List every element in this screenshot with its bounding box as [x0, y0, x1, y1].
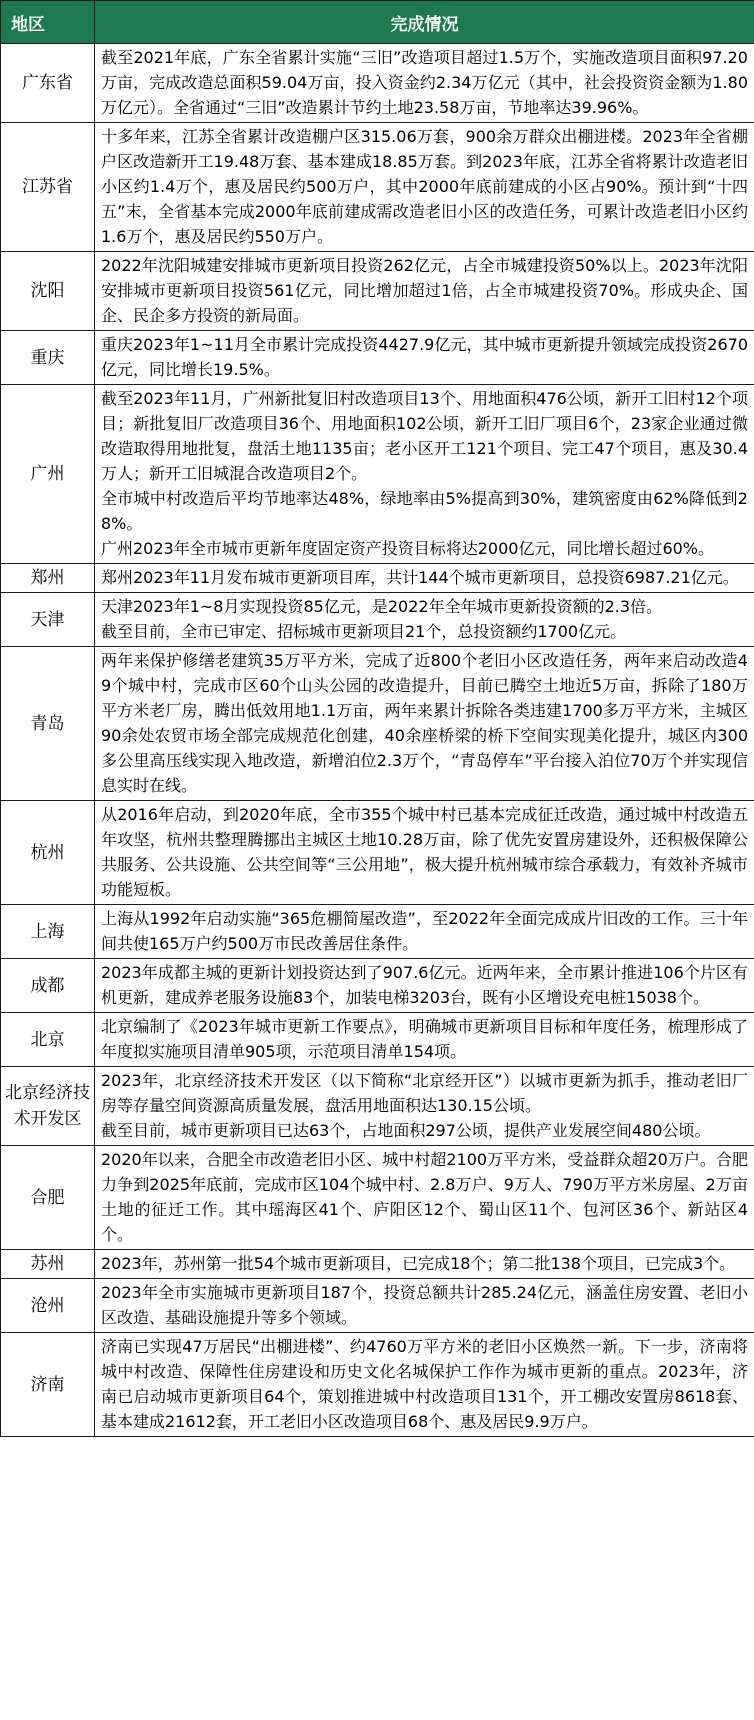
table-row — [1, 1333, 754, 1437]
status-paragraph: 截至2023年11月，广州新批复旧村改造项目13个、用地面积476公顷，新开工旧村12个项目；新批复旧厂改造项目36个、用地面积102公顷，新开工旧厂项目6个，23家企业通过微改造取得用地批复，盘活土地1135亩；老小区开工121个项目、完工47个项目，惠及30.4万人；新开工旧城混合改造项目2个。 — [101, 389, 748, 483]
status-paragraph: 郑州2023年11月发布城市更新项目库，共计144个城市更新项目，总投资6987.21亿元。 — [101, 568, 739, 587]
header-region: 地区 — [1, 1, 95, 44]
table-row — [1, 331, 754, 385]
table-row — [1, 801, 754, 905]
region-cell: 江苏省 — [1, 123, 95, 252]
status-cell — [95, 1067, 754, 1146]
region-cell: 合肥 — [1, 1146, 95, 1250]
status-paragraph: 从2016年启动，到2020年底，全市355个城中村已基本完成征迁改造，通过城中村改造五年攻坚，杭州共整理腾挪出主城区土地10.28万亩，除了优先安置房建设外，还积极保障公共服务、公共设施、公共空间等“三公用地”，极大提升杭州城市综合承载力，有效补齐城市功能短板。 — [101, 805, 748, 899]
status-cell — [95, 959, 754, 1013]
status-paragraph: 截至2021年底，广东全省累计实施“三旧”改造项目超过1.5万个，实施改造项目面积97.20万亩，完成改造总面积59.04万亩，投入资金约2.34万亿元（其中，社会投资资金额为1.80万亿元）。全省通过“三旧”改造累计节约土地23.58万亩，节地率达39.96%。 — [101, 48, 748, 117]
region-cell: 北京经济技术开发区 — [1, 1067, 95, 1146]
table-row — [1, 1067, 754, 1146]
table-row — [1, 1279, 754, 1333]
status-paragraph: 2023年，苏州第一批54个城市更新项目，已完成18个；第二批138个项目，已完成3个。 — [101, 1254, 736, 1273]
region-cell: 北京 — [1, 1013, 95, 1067]
status-paragraph: 广州2023年全市城市更新年度固定资产投资目标将达2000亿元，同比增长超过60%。 — [101, 539, 715, 558]
table-row — [1, 123, 754, 252]
region-cell: 杭州 — [1, 801, 95, 905]
status-paragraph: 济南已实现47万居民“出棚进楼”、约4760万平方米的老旧小区焕然一新。下一步，济南将城中村改造、保障性住房建设和历史文化名城保护工作作为城市更新的重点。2023年，济南已启动城市更新项目64个，策划推进城中村改造项目131个，开工棚改安置房8618套、基本建成21612套，开工老旧小区改造项目68个、惠及居民9.9万户。 — [101, 1337, 748, 1431]
status-cell — [95, 1013, 754, 1067]
table-row — [1, 1013, 754, 1067]
status-paragraph: 北京编制了《2023年城市更新工作要点》，明确城市更新项目目标和年度任务，梳理形成了年度拟实施项目清单905项，示范项目清单154项。 — [101, 1017, 748, 1061]
region-cell: 郑州 — [1, 564, 95, 593]
table-row — [1, 959, 754, 1013]
table-row — [1, 564, 754, 593]
status-paragraph: 全市城中村改造后平均节地率达48%，绿地率由5%提高到30%，建筑密度由62%降低到28%。 — [101, 489, 748, 533]
table-row — [1, 593, 754, 647]
status-cell — [95, 44, 754, 123]
header-status: 完成情况 — [95, 1, 754, 44]
table-row — [1, 44, 754, 123]
region-cell: 济南 — [1, 1333, 95, 1437]
region-cell: 广州 — [1, 385, 95, 564]
region-cell: 沧州 — [1, 1279, 95, 1333]
status-paragraph: 上海从1992年启动实施“365危棚简屋改造”，至2022年全面完成成片旧改的工作。三十年间共使165万户约500万市民改善居住条件。 — [101, 909, 748, 953]
status-cell — [95, 593, 754, 647]
region-cell: 天津 — [1, 593, 95, 647]
status-cell — [95, 385, 754, 564]
status-paragraph: 十多年来，江苏全省累计改造棚户区315.06万套，900余万群众出棚进楼。2023年全省棚户区改造新开工19.48万套、基本建成18.85万套。到2023年底，江苏全省将累计改造老旧小区约1.4万个，惠及居民约500万户，其中2000年底前建成的小区占90%。预计到“十四五”末，全省基本完成2000年底前建成需改造老旧小区的改造任务，可累计改造老旧小区约1.6万个，惠及居民约550万户。 — [101, 127, 748, 246]
region-cell: 重庆 — [1, 331, 95, 385]
status-cell — [95, 331, 754, 385]
status-paragraph: 两年来保护修缮老建筑35万平方米，完成了近800个老旧小区改造任务，两年来启动改造49个城中村，完成市区60个山头公园的改造提升，目前已腾空土地近5万亩，拆除了180万平方米老厂房，腾出低效用地1.1万亩，两年来累计拆除各类违建1700多万平方米，主城区90余处农贸市场全部完成规范化创建，40余座桥梁的桥下空间实现美化提升，城区内300多公里高压线实现入地改造，新增泊位2.3万个，“青岛停车”平台接入泊位70万个并实现信息实时在线。 — [101, 651, 748, 795]
status-cell — [95, 123, 754, 252]
status-paragraph: 天津2023年1~8月实现投资85亿元，是2022年全年城市更新投资额的2.3倍。 — [101, 597, 663, 616]
status-cell — [95, 1279, 754, 1333]
status-paragraph: 2023年全市实施城市更新项目187个，投资总额共计285.24亿元，涵盖住房安置、老旧小区改造、基础设施提升等多个领域。 — [101, 1283, 748, 1327]
status-paragraph: 截至目前，全市已审定、招标城市更新项目21个，总投资额约1700亿元。 — [101, 622, 627, 641]
table-row — [1, 1250, 754, 1279]
table-body — [1, 44, 754, 1437]
status-cell — [95, 647, 754, 801]
status-cell — [95, 1250, 754, 1279]
table-row — [1, 1146, 754, 1250]
region-cell: 上海 — [1, 905, 95, 959]
region-cell: 青岛 — [1, 647, 95, 801]
status-cell — [95, 1146, 754, 1250]
table-row — [1, 385, 754, 564]
region-cell: 苏州 — [1, 1250, 95, 1279]
status-cell — [95, 564, 754, 593]
status-paragraph: 2023年，北京经济技术开发区（以下简称“北京经开区”）以城市更新为抓手，推动老旧厂房等存量空间资源高质量发展，盘活用地面积达130.15公顷。 — [101, 1071, 748, 1115]
status-cell — [95, 905, 754, 959]
status-paragraph: 截至目前，城市更新项目已达63个，占地面积297公顷，提供产业发展空间480公顷。 — [101, 1121, 711, 1140]
table-header-row — [1, 1, 754, 44]
region-cell: 成都 — [1, 959, 95, 1013]
table-row — [1, 647, 754, 801]
status-paragraph: 2020年以来，合肥全市改造老旧小区、城中村超2100万平方米，受益群众超20万户。合肥力争到2025年底前，完成市区104个城中村、2.8万户、9万人、790万平方米房屋、2万亩土地的征迁工作。其中瑶海区41个、庐阳区12个、蜀山区11个、包河区36个、新站区4个。 — [101, 1150, 748, 1244]
status-cell — [95, 801, 754, 905]
status-cell — [95, 252, 754, 331]
table-row — [1, 905, 754, 959]
status-paragraph: 2023年成都主城的更新计划投资达到了907.6亿元。近两年来，全市累计推进106个片区有机更新，建成养老服务设施83个，加装电梯3203台，既有小区增设充电桩15038个。 — [101, 963, 748, 1007]
status-cell — [95, 1333, 754, 1437]
status-paragraph: 2022年沈阳城建安排城市更新项目投资262亿元，占全市城建投资50%以上。2023年沈阳安排城市更新项目投资561亿元，同比增加超过1倍，占全市城建投资70%。形成央企、国企、民企多方投资的新局面。 — [101, 256, 748, 325]
region-cell: 沈阳 — [1, 252, 95, 331]
table-row — [1, 252, 754, 331]
region-cell: 广东省 — [1, 44, 95, 123]
status-paragraph: 重庆2023年1~11月全市累计完成投资4427.9亿元，其中城市更新提升领域完成投资2670亿元，同比增长19.5%。 — [101, 335, 748, 379]
